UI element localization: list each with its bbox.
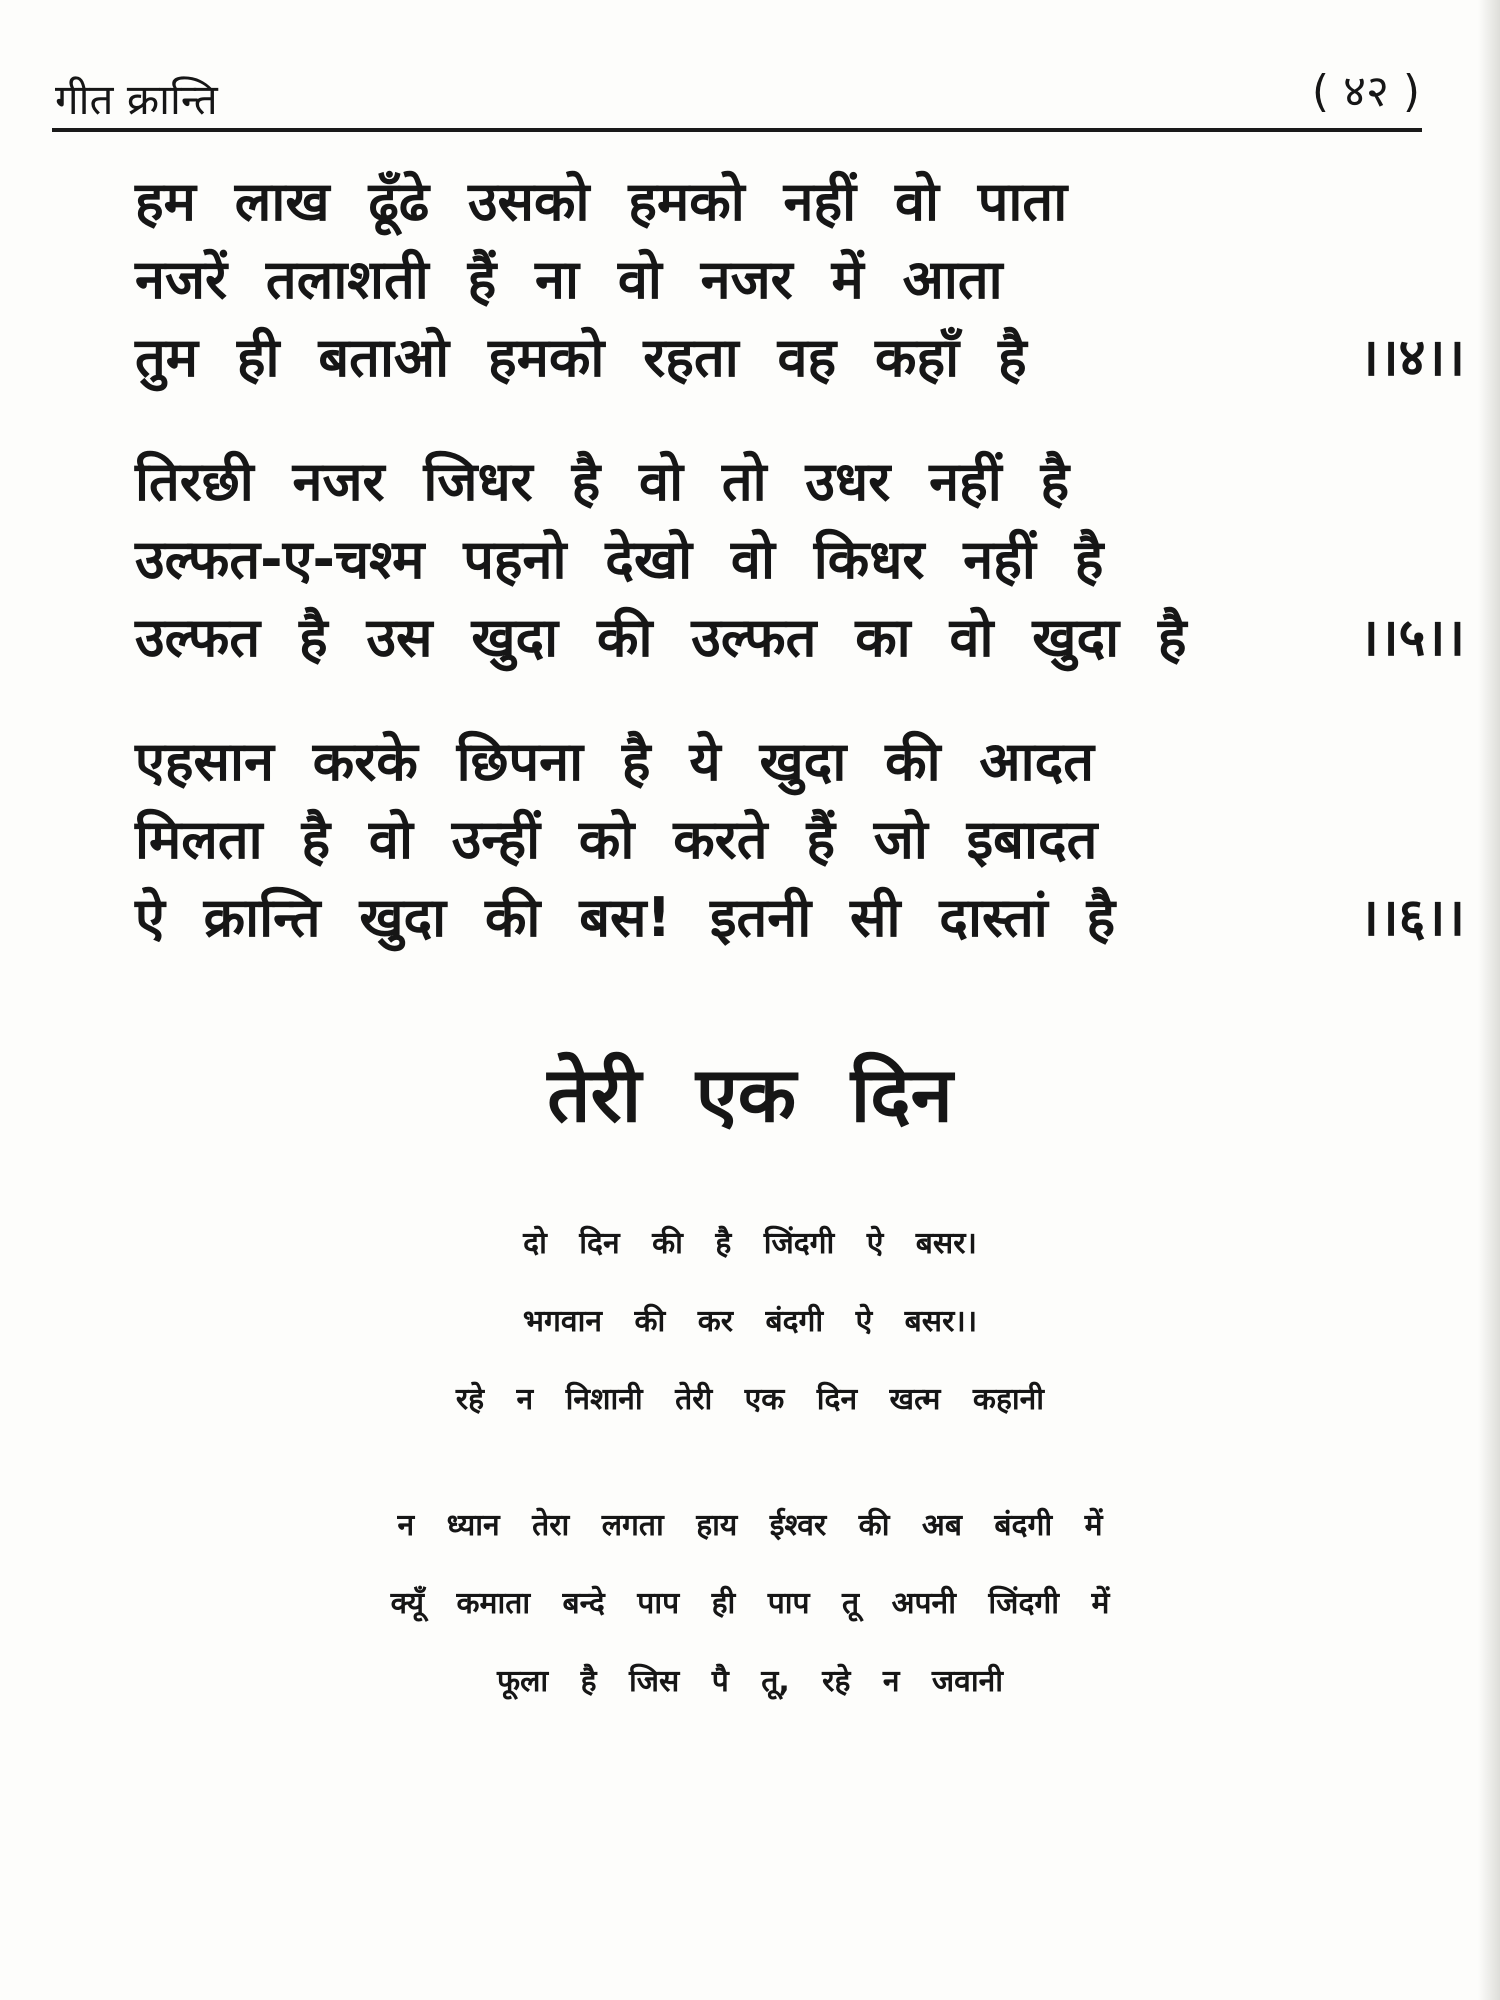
stanza-4 <box>135 163 1465 397</box>
stanza-line: तिरछी नजर जिधर है वो तो उधर नहीं है <box>135 450 1070 513</box>
header-rule <box>52 128 1422 132</box>
stanza-6 <box>135 723 1465 957</box>
stanza-line: हम लाख ढूँढे उसको हमको नहीं वो पाता <box>135 170 1068 233</box>
stanza-line: उल्फत-ए-चश्म पहनो देखो वो किधर नहीं है <box>135 528 1104 591</box>
stanza-line: मिलता है वो उन्हीं को करते हैं जो इबादत <box>135 808 1098 871</box>
stanza-line: एहसान करके छिपना है ये खुदा की आदत <box>135 730 1095 793</box>
stanza-5 <box>135 443 1465 677</box>
stanza-line: तुम ही बताओ हमको रहता वह कहाँ है ।।४।। <box>135 319 1465 397</box>
verse-line: न ध्यान तेरा लगता हाय ईश्वर की अब बंदगी में <box>397 1508 1103 1543</box>
stanza-line: उल्फत है उस खुदा की उल्फत का वो खुदा है ।।५।। <box>135 599 1465 677</box>
verse-number: ।।५।। <box>1359 608 1465 668</box>
verse-line: क्यूँ कमाता बन्दे पाप ही पाप तू अपनी जिंदगी में <box>390 1586 1110 1621</box>
verse-block <box>0 1487 1500 1721</box>
verse-line: फूला है जिस पै तू, रहे न जवानी <box>496 1664 1004 1699</box>
refrain-line: भगवान की कर बंदगी ऐ बसर।। <box>522 1304 978 1339</box>
verse-number: ।।४।। <box>1359 328 1465 388</box>
page-number: ( ४२ ) <box>1311 66 1420 117</box>
stanza-line: नजरें तलाशती हैं ना वो नजर में आता <box>135 248 1003 311</box>
verse-number: ।।६।। <box>1359 888 1465 948</box>
refrain-line: दो दिन की है जिंदगी ऐ बसर। <box>523 1226 977 1261</box>
refrain <box>0 1205 1500 1439</box>
refrain-line: रहे न निशानी तेरी एक दिन खत्म कहानी <box>455 1382 1045 1417</box>
song-title: तेरी एक दिन <box>547 1050 953 1139</box>
running-header-title: गीत क्रान्ति <box>55 75 218 124</box>
stanza-line: ऐ क्रान्ति खुदा की बस! इतनी सी दास्तां है ।।६।। <box>135 879 1465 957</box>
